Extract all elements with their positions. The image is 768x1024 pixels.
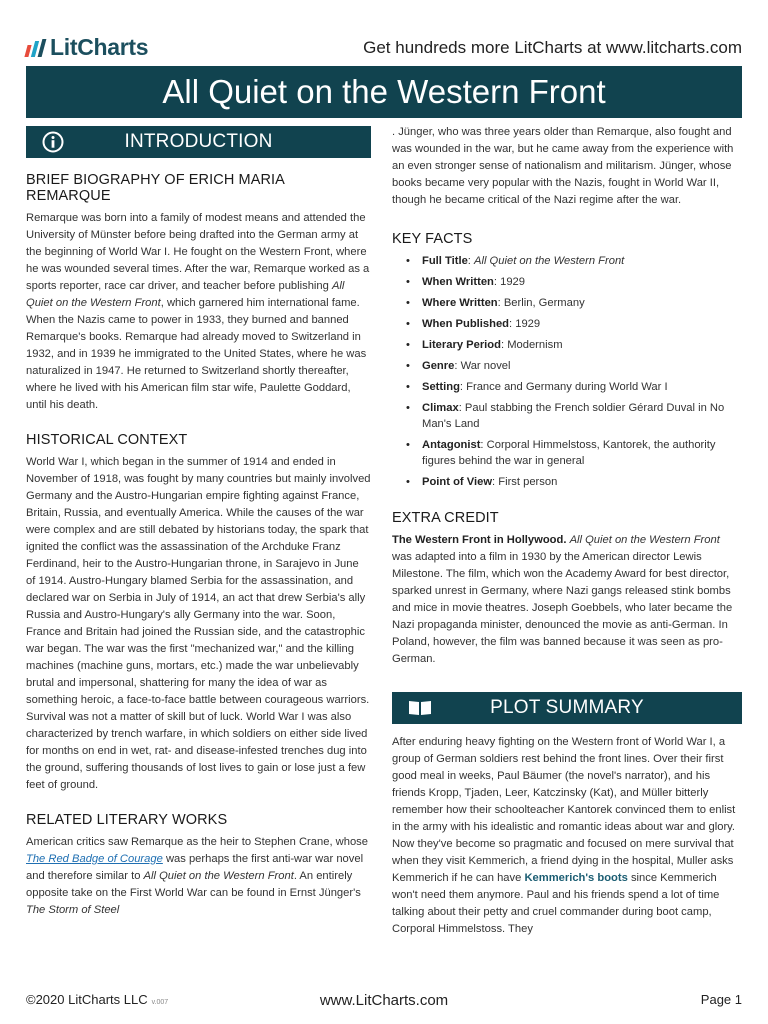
info-circle-icon [42,131,64,159]
footer-url[interactable]: www.LitCharts.com [319,992,449,1009]
logo-text: LitCharts [50,34,149,60]
open-book-icon [408,699,432,723]
document-title-text: All Quiet on the Western Front [162,73,606,110]
introduction-heading: INTRODUCTION [124,131,273,152]
red-badge-link[interactable]: The Red Badge of Courage [26,853,163,865]
introduction-header [26,126,371,158]
key-fact-item: • Antagonist: Corporal Himmelstoss, Kantorek, the authority figures behind the war in general [392,437,742,469]
footer-page-number: Page 1 [700,992,742,1007]
logo-bars-icon [26,39,44,57]
key-fact-item: • Setting: France and Germany during World War I [392,379,742,395]
key-fact-item: • When Written: 1929 [392,274,742,290]
historical-text: World War I, which began in the summer of 1914 and ended in November of 1918, was fought by many countries but mainly involved Germany and the Austro-Hungarian empire fighting against France, Britain, Russia, and eventually America. While the causes of the war were complex and are still debated by historians today, the spark that ignited the conflict was the assassination of the Archduke Franz Ferdinand, heir to the Austro-Hungarian throne, in Sarajevo in June of 1914. Austro-Hungary blamed Serbia for the assassination, and declared war on Serbia in July of 1914, an act that drew Serbia's ally Russia and Austro-Hungary's ally Germany into the war. Soon, France and Britain had joined the Russian side, and the catastrophic war began. The war was the first "mechanized war," and the killing machines (machine guns, mortars, etc.) made the war unbelievably brutal and impersonal, shattering for many the idea of war as something heroic, a face-to-face battle between courageous warriors. Survival was not a matter of skill but of luck. World War I was also characterized by trench warfare, in which soldiers on either side lived for months on end in wet, rat- and disease-infested trenches dug into the ground, suffering thousands of lost lives to gain or lose just a few feet of ground. [26,456,371,791]
kemmerichs-boots-link[interactable]: Kemmerich's boots [524,872,628,884]
key-facts-list [392,253,742,490]
related-works-text: American critics saw Remarque as the heir to Stephen Crane, whose The Red Badge of Courage was perhaps the first anti-war war novel and therefore similar to All Quiet on the Western Front. An entirely opposite take on the First World War can be found in Ernst Jünger's The Storm of Steel [26,836,368,916]
related-works-continued: . Jünger, who was three years older than Remarque, also fought and was wounded in the war, but he came away from the experience with an even stronger sense of nationalism and militarism. Jünger, whose books became very popular with the Nazis, fought in World War II, though he became critical of the Nazi regime after the war. [392,126,734,206]
plot-summary-text: After enduring heavy fighting on the Western front of World War I, a group of German soldiers rest behind the front lines. Over their first good meal in weeks, Paul Bäumer (the novel's narrator), and his friends Kropp, Tjaden, Leer, Katczinsky (Kat), and Müller bitterly remember how their schoolteacher Kantorek convinced them to enlist in the army with his idealistic and romantic ideas about war and glory. Now they've become so pragmatic and focused on mere survival that when they visit Kemmerich, a friend dying in the hospital, Muller asks Kemmerich if he can have Kemmerich's boots since Kemmerich won't need them anymore. Paul and his friends spend a lot of time talking about their petty and cruel commander during boot camp, Corporal Himmelstoss. They [392,736,736,935]
related-works-heading: RELATED LITERARY WORKS [26,812,228,828]
right-column [392,124,742,938]
litcharts-logo[interactable] [26,34,148,61]
key-fact-item: • Literary Period: Modernism [392,337,742,353]
left-column [26,126,371,919]
extra-credit-heading: EXTRA CREDIT [392,510,499,526]
biography-text: Remarque was born into a family of modest means and attended the University of Münster before being drafted into the German army at the beginning of World War I. He fought on the Western Front, where he was wounded several times. After the war, Remarque worked as a sports reporter, race car driver, and teacher before publishing All Quiet on the Western Front, which garnered him international fame. When the Nazis came to power in 1933, they burned and banned Remarque's books. Remarque had already moved to Switzerland in 1932, and in 1939 he immigrated to the United States, where he was naturalized in 1947. He returned to Switzerland shortly thereafter, where he lived with his American film star wife, Paulette Goddard, until his death. [26,212,370,411]
header-tagline[interactable]: Get hundreds more LitCharts at www.litcharts.com [363,38,742,57]
extra-credit-text: The Western Front in Hollywood. All Quiet on the Western Front was adapted into a film in 1930 by the American director Lewis Milestone. The film, which won the Academy Award for best director, sparked unrest in Germany, where Nazi gangs released stink bombs and mice in movie theatres. Joseph Goebbels, who later became the Nazi propaganda minister, denounced the movie as anti-German. In Poland, however, the film was banned because it was seen as pro-German. [392,534,733,665]
page-header [26,30,742,64]
key-facts-heading: KEY FACTS [392,231,473,247]
key-fact-item: • Genre: War novel [392,358,742,374]
plot-summary-header [392,692,742,724]
biography-heading: BRIEF BIOGRAPHY OF ERICH MARIA REMARQUE [26,172,285,204]
key-fact-item: • Full Title: All Quiet on the Western Front [392,253,742,269]
document-title [26,66,742,118]
footer-copyright: ©2020 LitCharts LLC v.007 [26,992,169,1007]
key-fact-item: • Where Written: Berlin, Germany [392,295,742,311]
key-fact-item: • When Published: 1929 [392,316,742,332]
plot-summary-heading: PLOT SUMMARY [490,697,644,718]
key-fact-item: • Point of View: First person [392,474,742,490]
key-fact-item: • Climax: Paul stabbing the French soldier Gérard Duval in No Man's Land [392,400,742,432]
historical-heading: HISTORICAL CONTEXT [26,432,188,448]
page-footer [26,992,742,1012]
